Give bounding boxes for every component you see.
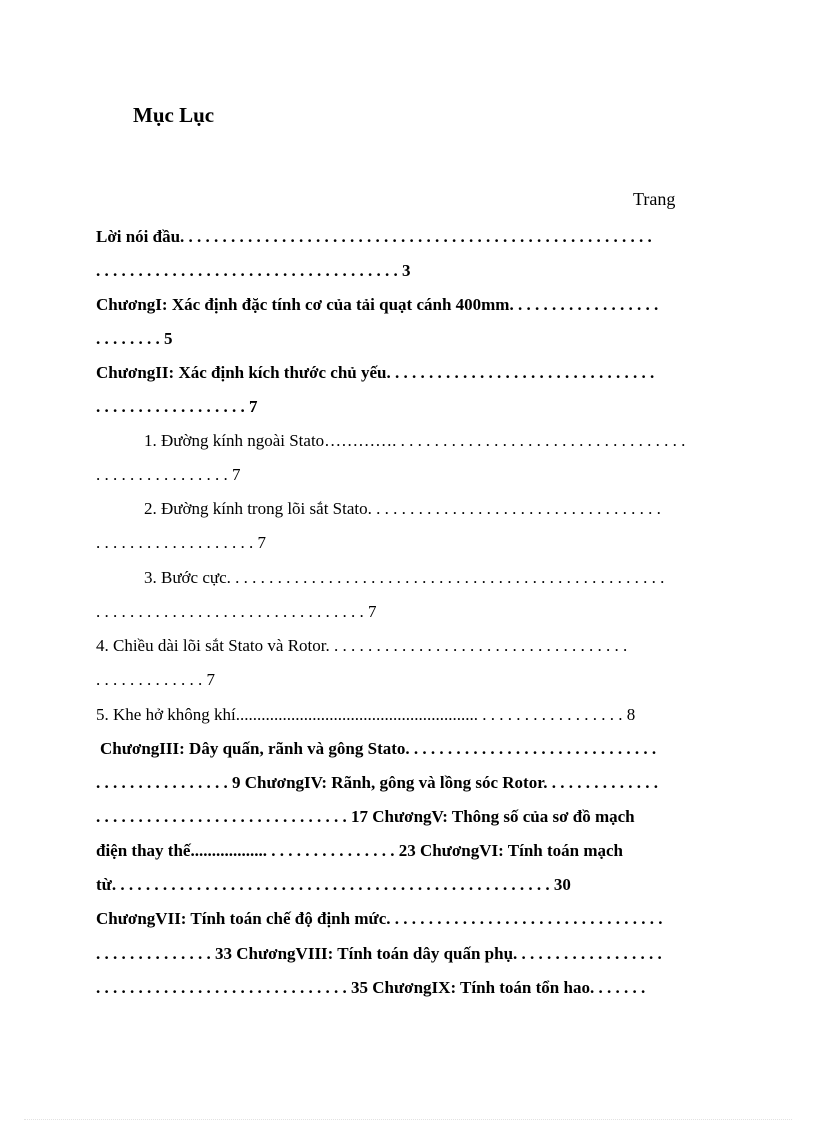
toc-entry-section-1: 1. Đường kính ngoài Stato…………. . . . . . . . . . . . . . . . . . . . . . . . . . . . . . . . . . .	[144, 431, 686, 450]
toc-entry-chapter-1: ChươngI: Xác định đặc tính cơ của tải quạt cánh 400mm. . . . . . . . . . . . . . . . . .	[96, 295, 659, 314]
toc-entry-section-4-cont: . . . . . . . . . . . . . 7	[96, 670, 215, 689]
toc-entry-section-2-cont: . . . . . . . . . . . . . . . . . . . 7	[96, 533, 266, 552]
toc-entry-foreword-cont: . . . . . . . . . . . . . . . . . . . . . . . . . . . . . . . . . . . . 3	[96, 261, 411, 280]
toc-entry-section-1-cont: . . . . . . . . . . . . . . . . 7	[96, 465, 241, 484]
toc-entry-foreword: Lời nói đầu. . . . . . . . . . . . . . . . . . . . . . . . . . . . . . . . . . . . . . . . . . . . . . . . . . . . . . . .	[96, 227, 652, 246]
toc-entry-section-5: 5. Khe hở không khí......................................................... . . . . . . . . . . . . . . . . . 8	[96, 705, 636, 724]
toc-entry-chapter-4: . . . . . . . . . . . . . . . . 9 ChươngIV: Rãnh, gông và lồng sóc Rotor. . . . . . . . . . . . . .	[96, 773, 658, 792]
toc-heading: Mục Lục	[133, 103, 215, 127]
toc-entry-chapter-2: ChươngII: Xác định kích thước chủ yếu. . . . . . . . . . . . . . . . . . . . . . . . . . . . . . . .	[96, 363, 655, 382]
toc-entry-chapter-6-cont: từ. . . . . . . . . . . . . . . . . . . . . . . . . . . . . . . . . . . . . . . . . . . . . . . . . . . . 30	[96, 875, 571, 894]
toc-entry-chapter-1-cont: . . . . . . . . 5	[96, 329, 173, 348]
toc-entry-section-3: 3. Bước cực. . . . . . . . . . . . . . . . . . . . . . . . . . . . . . . . . . . . . . . . . . . . . . . . . . . .	[144, 568, 665, 587]
toc-entry-chapter-3: ChươngIII: Dây quấn, rãnh và gông Stato. . . . . . . . . . . . . . . . . . . . . . . . . . . . . .	[100, 739, 657, 758]
toc-entry-chapter-5: . . . . . . . . . . . . . . . . . . . . . . . . . . . . . . 17 ChươngV: Thông số của sơ đồ mạch	[96, 807, 635, 826]
toc-entry-section-3-cont: . . . . . . . . . . . . . . . . . . . . . . . . . . . . . . . . 7	[96, 602, 377, 621]
toc-entry-chapter-7: ChươngVII: Tính toán chế độ định mức. . . . . . . . . . . . . . . . . . . . . . . . . . . . . . . . .	[96, 909, 663, 928]
toc-entry-chapter-9: . . . . . . . . . . . . . . . . . . . . . . . . . . . . . . 35 ChươngIX: Tính toán tổn hao. . . . . . .	[96, 978, 646, 997]
page-column-label: Trang	[633, 189, 676, 209]
toc-entry-chapter-8: . . . . . . . . . . . . . . 33 ChươngVIII: Tính toán dây quấn phụ. . . . . . . . . . . . . . . . . .	[96, 944, 662, 963]
toc-entry-chapter-6: điện thay thế.................. . . . . . . . . . . . . . . . 23 ChươngVI: Tính toán mạch	[96, 841, 623, 860]
toc-entry-section-2: 2. Đường kính trong lõi sắt Stato. . . . . . . . . . . . . . . . . . . . . . . . . . . . . . . . . . .	[144, 499, 661, 518]
page-bottom-divider	[24, 1119, 792, 1120]
toc-entry-chapter-2-cont: . . . . . . . . . . . . . . . . . . 7	[96, 397, 258, 416]
toc-entry-section-4: 4. Chiều dài lõi sắt Stato và Rotor. . . . . . . . . . . . . . . . . . . . . . . . . . . . . . . . . . . .	[96, 636, 628, 655]
